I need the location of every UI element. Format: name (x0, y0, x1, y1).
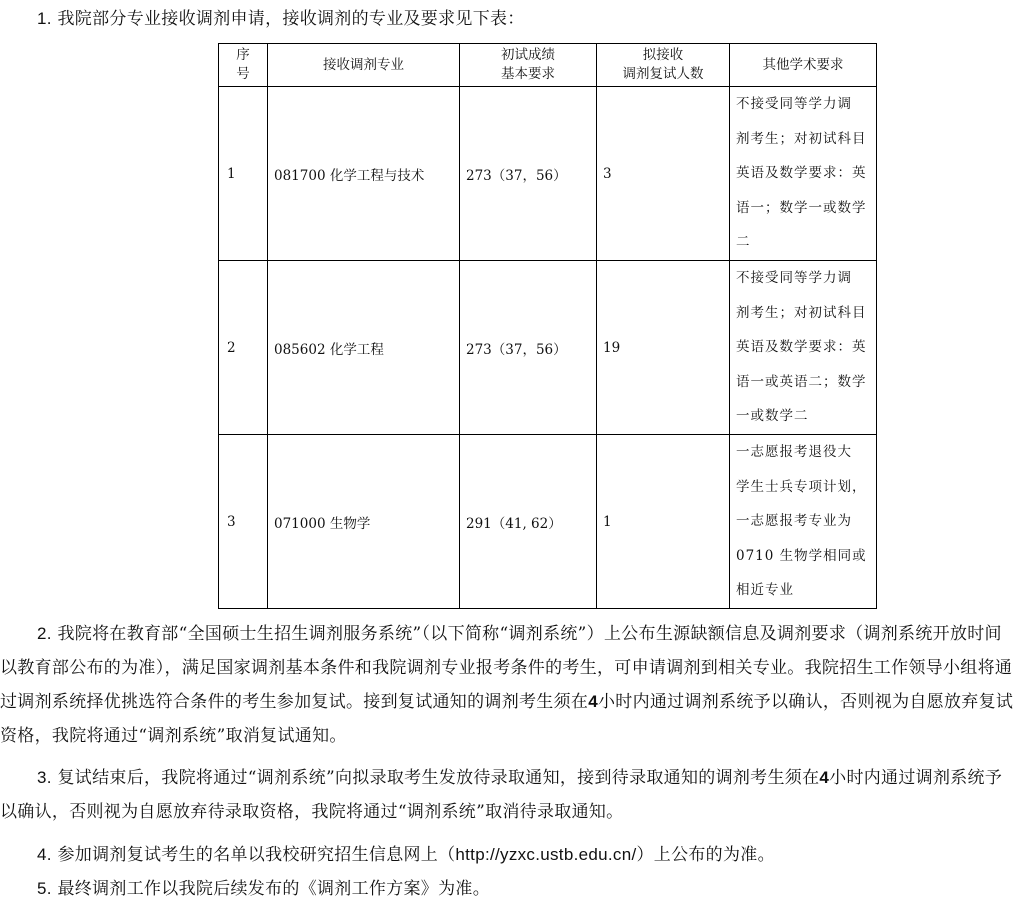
intro-text: 我院部分专业接收调剂申请，接收调剂的专业及要求见下表： (57, 9, 525, 29)
paragraph-2-text-b: 小时内通过调剂系统予以确认，否则视为自愿放弃复试资格，我院将通过“调剂系统”取消复试通知。 (0, 692, 1014, 746)
table-row (219, 435, 877, 609)
paragraph-2 (0, 617, 1016, 753)
admission-site-link[interactable]: http://yzxc.ustb.edu.cn/ (455, 845, 637, 864)
cell-serial: 2 (219, 261, 268, 435)
paragraph-4-number: 4. (37, 845, 52, 864)
cell-count: 3 (597, 87, 730, 261)
paragraph-4 (37, 838, 1012, 872)
paragraph-3-number: 3. (37, 768, 52, 787)
cell-score: 291（41, 62） (460, 435, 597, 609)
table-header-row (219, 44, 877, 87)
header-major: 接收调剂专业 (268, 44, 460, 87)
header-serial: 序 号 (219, 44, 268, 87)
cell-major: 081700 化学工程与技术 (268, 87, 460, 261)
cell-count: 1 (597, 435, 730, 609)
table-row (219, 261, 877, 435)
cell-requirements: 不接受同等学力调 剂考生；对初试科目 英语及数学要求：英 语一或英语二；数学 一或数学二 (730, 261, 877, 435)
header-count: 拟接收 调剂复试人数 (597, 44, 730, 87)
paragraph-5-number: 5. (37, 879, 52, 898)
paragraph-3-text-a: 复试结束后，我院将通过“调剂系统”向拟录取考生发放待录取通知，接到待录取通知的调剂考生须在 (57, 768, 820, 788)
paragraph-4-text-b: ）上公布的为准。 (636, 845, 775, 865)
cell-serial: 3 (219, 435, 268, 609)
paragraph-4-text-a: 参加调剂复试考生的名单以我校研究招生信息网上（ (57, 845, 456, 865)
cell-requirements: 一志愿报考退役大 学生士兵专项计划， 一志愿报考专业为 0710 生物学相同或 相近专业 (730, 435, 877, 609)
cell-major: 071000 生物学 (268, 435, 460, 609)
paragraph-5 (37, 872, 1012, 906)
table-row (219, 87, 877, 261)
cell-requirements: 不接受同等学力调 剂考生；对初试科目 英语及数学要求：英 语一；数学一或数学 二 (730, 87, 877, 261)
cell-score: 273（37，56） (460, 261, 597, 435)
adjustment-table (218, 43, 877, 609)
cell-serial: 1 (219, 87, 268, 261)
header-score: 初试成绩 基本要求 (460, 44, 597, 87)
cell-major: 085602 化学工程 (268, 261, 460, 435)
header-requirements: 其他学术要求 (730, 44, 877, 87)
paragraph-3 (0, 761, 1016, 829)
cell-count: 19 (597, 261, 730, 435)
paragraph-2-number: 2. (37, 624, 52, 643)
paragraph-3-hours: 4 (819, 768, 830, 787)
paragraph-2-hours: 4 (588, 692, 598, 711)
paragraph-3-text-b: 小时内通过调剂系统予以确认，否则视为自愿放弃待录取资格，我院将通过“调剂系统”取消待录取通知。 (0, 768, 1003, 822)
cell-score: 273（37，56） (460, 87, 597, 261)
intro-number: 1. (37, 9, 52, 28)
intro-paragraph (37, 2, 1007, 36)
paragraph-5-text: 最终调剂工作以我院后续发布的《调剂工作方案》为准。 (57, 879, 490, 899)
paragraph-2-text-a: 我院将在教育部“全国硕士生招生调剂服务系统”（以下简称“调剂系统”）上公布生源缺额信息及调剂要求（调剂系统开放时间以教育部公布的为准），满足国家调剂基本条件和我院调剂专业报考条件的考生，可申请调剂到相关专业。我院招生工作领导小组将通过调剂系统择优挑选符合条件的考生参加复试。接到复试通知的调剂考生须在 (0, 624, 1013, 712)
